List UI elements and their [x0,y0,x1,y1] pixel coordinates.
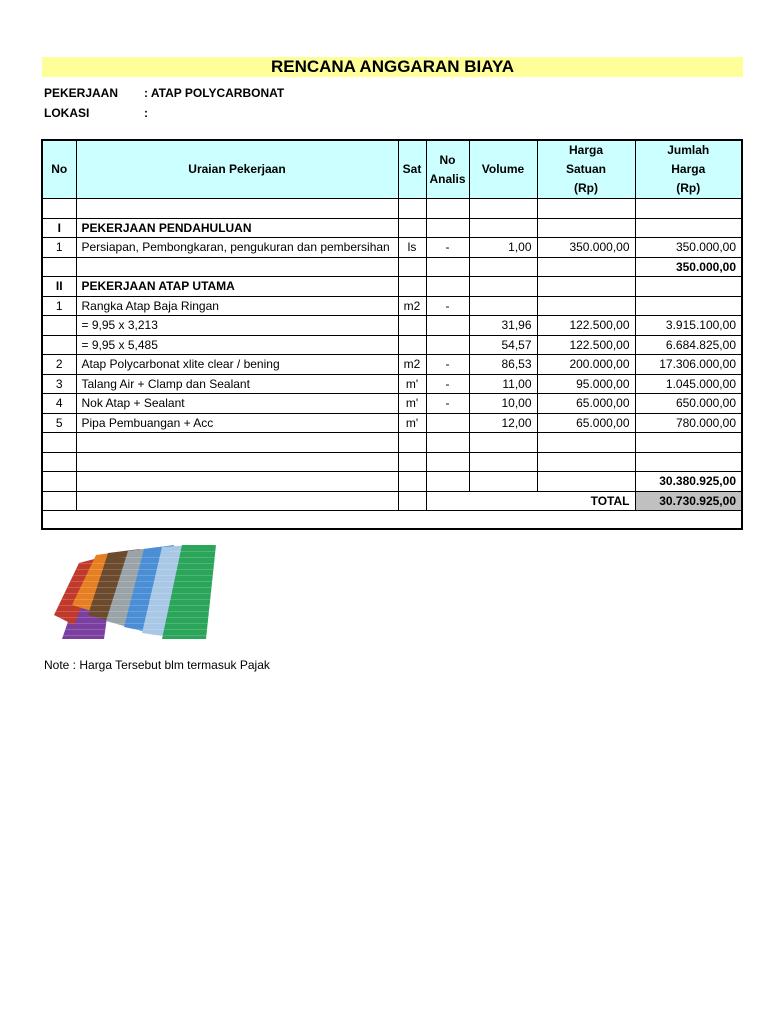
total-value: 30.730.925,00 [635,491,742,511]
section-row: II PEKERJAAN ATAP UTAMA [42,277,742,297]
pekerjaan-value: : ATAP POLYCARBONAT [144,86,285,100]
col-no: No [42,140,76,199]
table-row: 1 Rangka Atap Baja Ringan m2 - [42,296,742,316]
polycarbonate-sheets-image [44,545,218,639]
document-title: RENCANA ANGGARAN BIAYA [42,57,743,77]
cost-table [41,139,743,530]
note-text: Note : Harga Tersebut blm termasuk Pajak [44,658,270,672]
col-sat: Sat [398,140,426,199]
col-jumlah-harga: Jumlah Harga (Rp) [635,140,742,199]
table-row: = 9,95 x 5,485 54,57 122.500,00 6.684.825,00 [42,335,742,355]
table-row [42,452,742,472]
table-row [42,199,742,219]
col-no-analis: No Analis [426,140,469,199]
table-row: 4 Nok Atap + Sealant m' - 10,00 65.000,00 650.000,00 [42,394,742,414]
subtotal-row [42,472,742,492]
pekerjaan-label: PEKERJAAN [44,86,119,100]
subtotal-2: 30.380.925,00 [635,472,742,492]
col-volume: Volume [469,140,537,199]
section-row: I PEKERJAAN PENDAHULUAN [42,218,742,238]
lokasi-value: : [144,106,148,120]
subtotal-1: 350.000,00 [635,257,742,277]
subtotal-row [42,257,742,277]
table-row: 3 Talang Air + Clamp dan Sealant m' - 11,00 95.000,00 1.045.000,00 [42,374,742,394]
table-row: 1 Persiapan, Pembongkaran, pengukuran dan pembersihan ls - 1,00 350.000,00 350.000,00 [42,238,742,258]
table-footer [42,511,742,530]
table-row: = 9,95 x 3,213 31,96 122.500,00 3.915.100,00 [42,316,742,336]
table-row: 5 Pipa Pembuangan + Acc m' 12,00 65.000,00 780.000,00 [42,413,742,433]
table-row: 2 Atap Polycarbonat xlite clear / bening m2 - 86,53 200.000,00 17.306.000,00 [42,355,742,375]
total-label: TOTAL [426,491,635,511]
table-header [42,140,742,199]
total-row [42,491,742,511]
col-uraian: Uraian Pekerjaan [76,140,398,199]
lokasi-label: LOKASI [44,106,90,120]
table-row [42,433,742,453]
col-harga-satuan: Harga Satuan (Rp) [537,140,635,199]
